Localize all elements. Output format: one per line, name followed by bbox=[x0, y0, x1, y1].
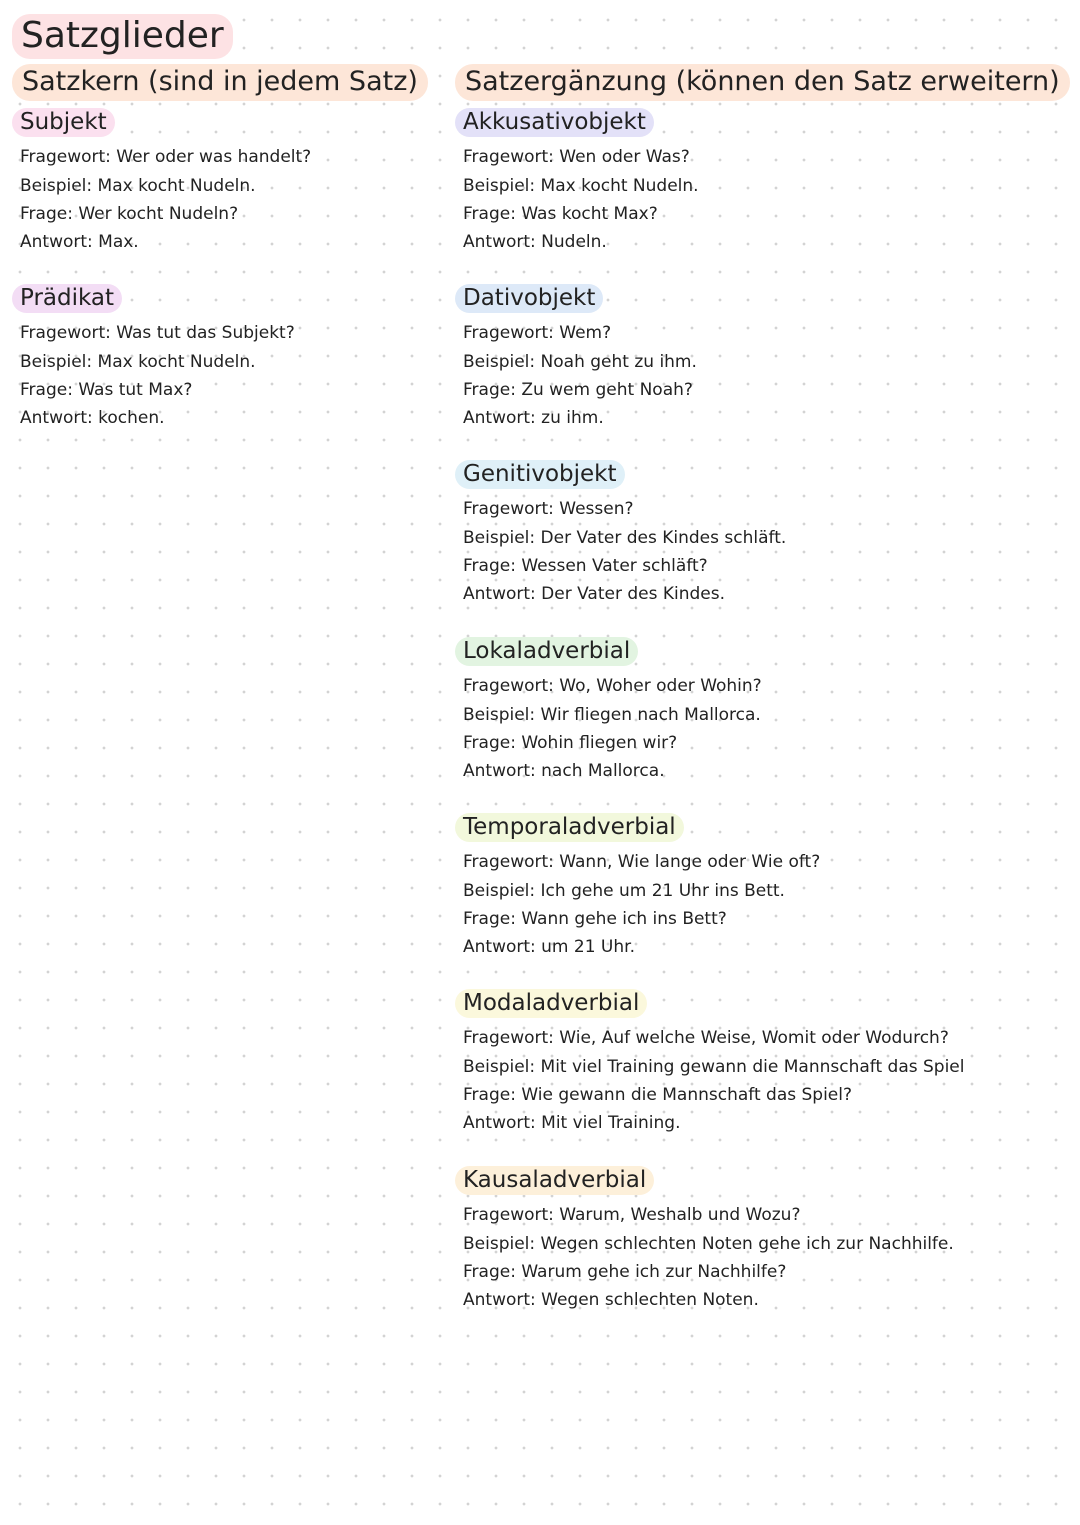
section-praedikat bbox=[20, 284, 295, 433]
section-title-akkusativobjekt: Akkusativobjekt bbox=[455, 108, 654, 137]
section-title-subjekt: Subjekt bbox=[12, 108, 115, 137]
frage-line: Frage: Warum gehe ich zur Nachhilfe? bbox=[463, 1262, 787, 1283]
section-title-dativobjekt: Dativobjekt bbox=[455, 284, 603, 313]
antwort-line: Antwort: Der Vater des Kindes. bbox=[463, 584, 726, 605]
beispiel-line: Beispiel: Der Vater des Kindes schläft. bbox=[463, 527, 787, 548]
frage-line: Frage: Wessen Vater schläft? bbox=[463, 556, 708, 577]
frage-line: Frage: Wann gehe ich ins Bett? bbox=[463, 909, 727, 930]
fragewort-line: Fragewort: Wo, Woher oder Wohin? bbox=[463, 676, 762, 697]
antwort-line: Antwort: Mit viel Training. bbox=[463, 1113, 681, 1134]
frage-line: Frage: Wer kocht Nudeln? bbox=[20, 204, 239, 225]
antwort-line: Antwort: Wegen schlechten Noten. bbox=[463, 1290, 759, 1311]
antwort-line: Antwort: Max. bbox=[20, 232, 139, 253]
beispiel-line: Beispiel: Max kocht Nudeln. bbox=[463, 175, 699, 196]
section-kausaladverbial bbox=[463, 1166, 954, 1315]
fragewort-line: Fragewort: Wer oder was handelt? bbox=[20, 147, 312, 168]
frage-line: Frage: Wie gewann die Mannschaft das Spiel? bbox=[463, 1085, 853, 1106]
fragewort-line: Fragewort: Was tut das Subjekt? bbox=[20, 323, 295, 344]
section-lokaladverbial bbox=[463, 637, 762, 786]
frage-line: Frage: Wohin fliegen wir? bbox=[463, 733, 678, 754]
fragewort-line: Fragewort: Wem? bbox=[463, 323, 612, 344]
section-title-praedikat: Prädikat bbox=[12, 284, 122, 313]
fragewort-line: Fragewort: Wen oder Was? bbox=[463, 147, 690, 168]
fragewort-line: Fragewort: Wessen? bbox=[463, 499, 634, 520]
section-title-kausaladverbial: Kausaladverbial bbox=[455, 1166, 654, 1195]
section-temporaladverbial bbox=[463, 813, 820, 962]
fragewort-line: Fragewort: Wie, Auf welche Weise, Womit oder Wodurch? bbox=[463, 1028, 949, 1049]
antwort-line: Antwort: um 21 Uhr. bbox=[463, 937, 635, 958]
section-genitivobjekt bbox=[463, 460, 786, 609]
section-title-genitivobjekt: Genitivobjekt bbox=[455, 460, 625, 489]
satzergaenzung-heading: Satzergänzung (können den Satz erweitern) bbox=[455, 64, 1070, 101]
beispiel-line: Beispiel: Wegen schlechten Noten gehe ich zur Nachhilfe. bbox=[463, 1233, 954, 1254]
section-dativobjekt bbox=[463, 284, 697, 433]
beispiel-line: Beispiel: Ich gehe um 21 Uhr ins Bett. bbox=[463, 880, 785, 901]
fragewort-line: Fragewort: Warum, Weshalb und Wozu? bbox=[463, 1205, 801, 1226]
frage-line: Frage: Was kocht Max? bbox=[463, 204, 658, 225]
satzkern-heading: Satzkern (sind in jedem Satz) bbox=[12, 64, 428, 101]
antwort-line: Antwort: zu ihm. bbox=[463, 408, 604, 429]
frage-line: Frage: Zu wem geht Noah? bbox=[463, 380, 693, 401]
section-modaladverbial bbox=[463, 989, 964, 1138]
antwort-line: Antwort: nach Mallorca. bbox=[463, 761, 665, 782]
beispiel-line: Beispiel: Mit viel Training gewann die Mannschaft das Spiel bbox=[463, 1056, 965, 1077]
section-title-modaladverbial: Modaladverbial bbox=[455, 989, 647, 1018]
antwort-line: Antwort: kochen. bbox=[20, 408, 165, 429]
beispiel-line: Beispiel: Max kocht Nudeln. bbox=[20, 175, 256, 196]
antwort-line: Antwort: Nudeln. bbox=[463, 232, 607, 253]
fragewort-line: Fragewort: Wann, Wie lange oder Wie oft? bbox=[463, 852, 821, 873]
section-title-lokaladverbial: Lokaladverbial bbox=[455, 637, 638, 666]
section-title-temporaladverbial: Temporaladverbial bbox=[455, 813, 684, 842]
section-subjekt bbox=[20, 108, 311, 257]
frage-line: Frage: Was tut Max? bbox=[20, 380, 193, 401]
beispiel-line: Beispiel: Wir fliegen nach Mallorca. bbox=[463, 704, 761, 725]
section-akkusativobjekt bbox=[463, 108, 699, 257]
page-title: Satzglieder bbox=[12, 14, 233, 59]
beispiel-line: Beispiel: Noah geht zu ihm. bbox=[463, 351, 697, 372]
beispiel-line: Beispiel: Max kocht Nudeln. bbox=[20, 351, 256, 372]
